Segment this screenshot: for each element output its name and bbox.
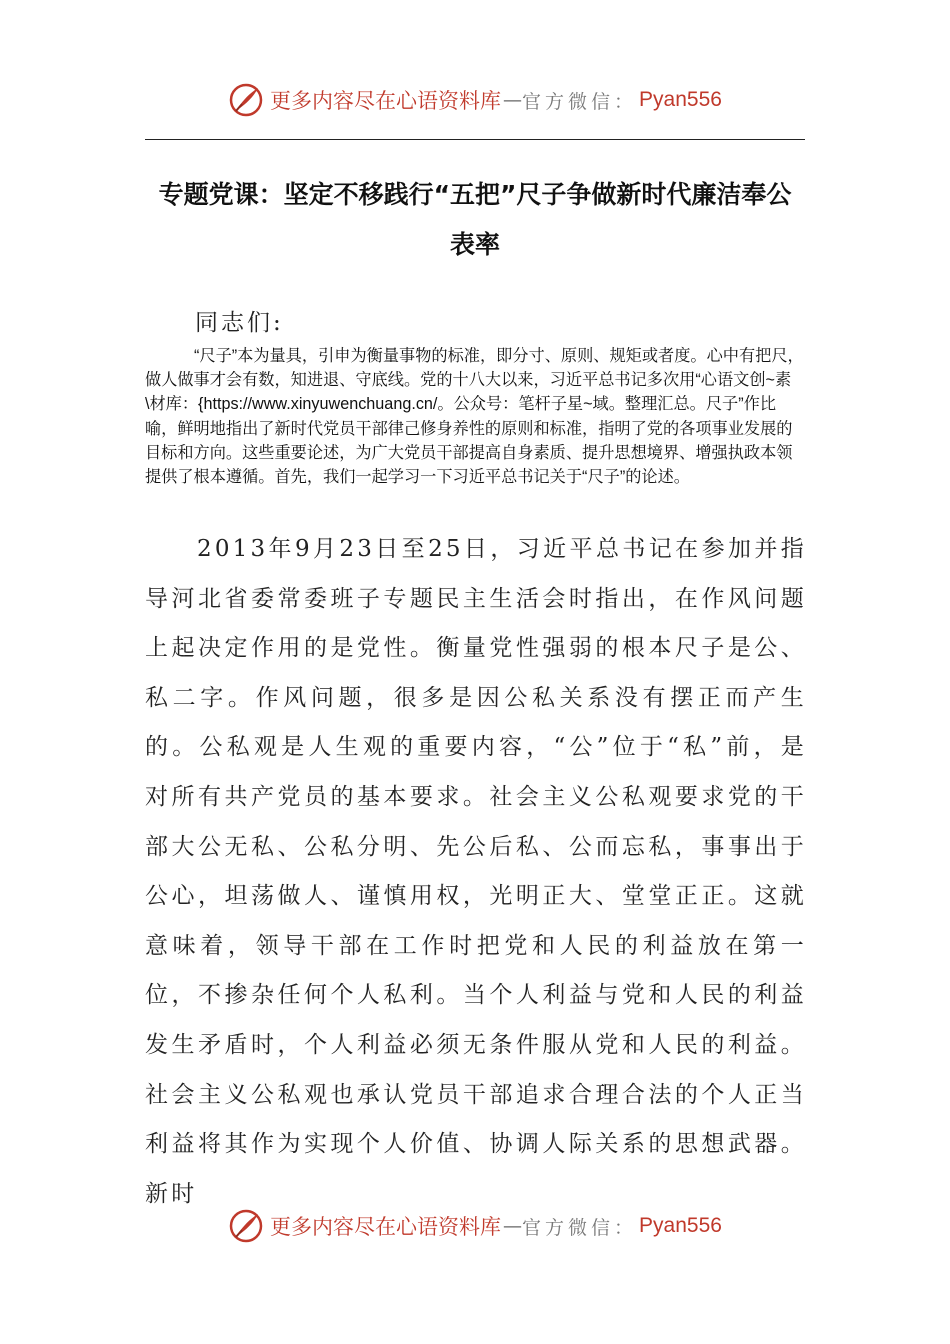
quill-circle-icon [228,82,264,118]
banner-separator: — [503,1215,523,1237]
header-divider [145,139,805,140]
wechat-id: Pyan556 [639,1214,722,1237]
wechat-id: Pyan556 [639,88,722,111]
banner-separator: — [503,89,523,111]
header-banner [0,82,950,118]
body-paragraph: 2013年9月23日至25日，习近平总书记在参加并指导河北省委常委班子专题民主生活会时指出，在作风问题上起决定作用的是党性。衡量党性强弱的根本尺子是公、私二字。作风问题，很多是因公私关系没有摆正而产生的。公私观是人生观的重要内容，“公”位于“私”前，是对所有共产党员的基本要求。社会主义公私观要求党的干部大公无私、公私分明、先公后私、公而忘私，事事出于公心，坦荡做人、谨慎用权，光明正大、堂堂正正。这就意味着，领导干部在工作时把党和人民的利益放在第一位，不掺杂任何个人私利。当个人利益与党和人民的利益发生矛盾时，个人利益必须无条件服从党和人民的利益。社会主义公私观也承认党员干部追求合理合法的个人正当利益将其作为实现个人价值、协调人际关系的思想武器。新时 [145,536,807,1207]
banner-text: 更多内容尽在心语资料库 [270,89,502,113]
footer-banner [0,1208,950,1244]
document-title: 专题党课：坚定不移践行“五把”尺子争做新时代廉洁奉公表率 [158,180,792,259]
intro-paragraph: “尺子”本为量具，引申为衡量事物的标准，即分寸、原则、规矩或者度。心中有把尺，做人做事才会有数，知进退、守底线。党的十八大以来，习近平总书记多次用“心语文创~素\材库：{https://www.xinyuwenchuang.cn/。公众号：笔杆子星~域。整理汇总。尺子”作比喻，鲜明地指出了新时代党员干部律己修身养性的原则和标准，指明了党的各项事业发展的目标和方向。这些重要论述，为广大党员干部提高自身素质、提升思想境界、增强执政本领提供了根本遵循。首先，我们一起学习一下习近平总书记关于“尺子”的论述。 [145,347,804,487]
salutation: 同志们: [195,310,284,336]
banner-label: 官方微信： [522,1216,638,1239]
quill-circle-icon [228,1208,264,1244]
banner-text: 更多内容尽在心语资料库 [270,1215,502,1239]
banner-label: 官方微信： [522,90,638,113]
